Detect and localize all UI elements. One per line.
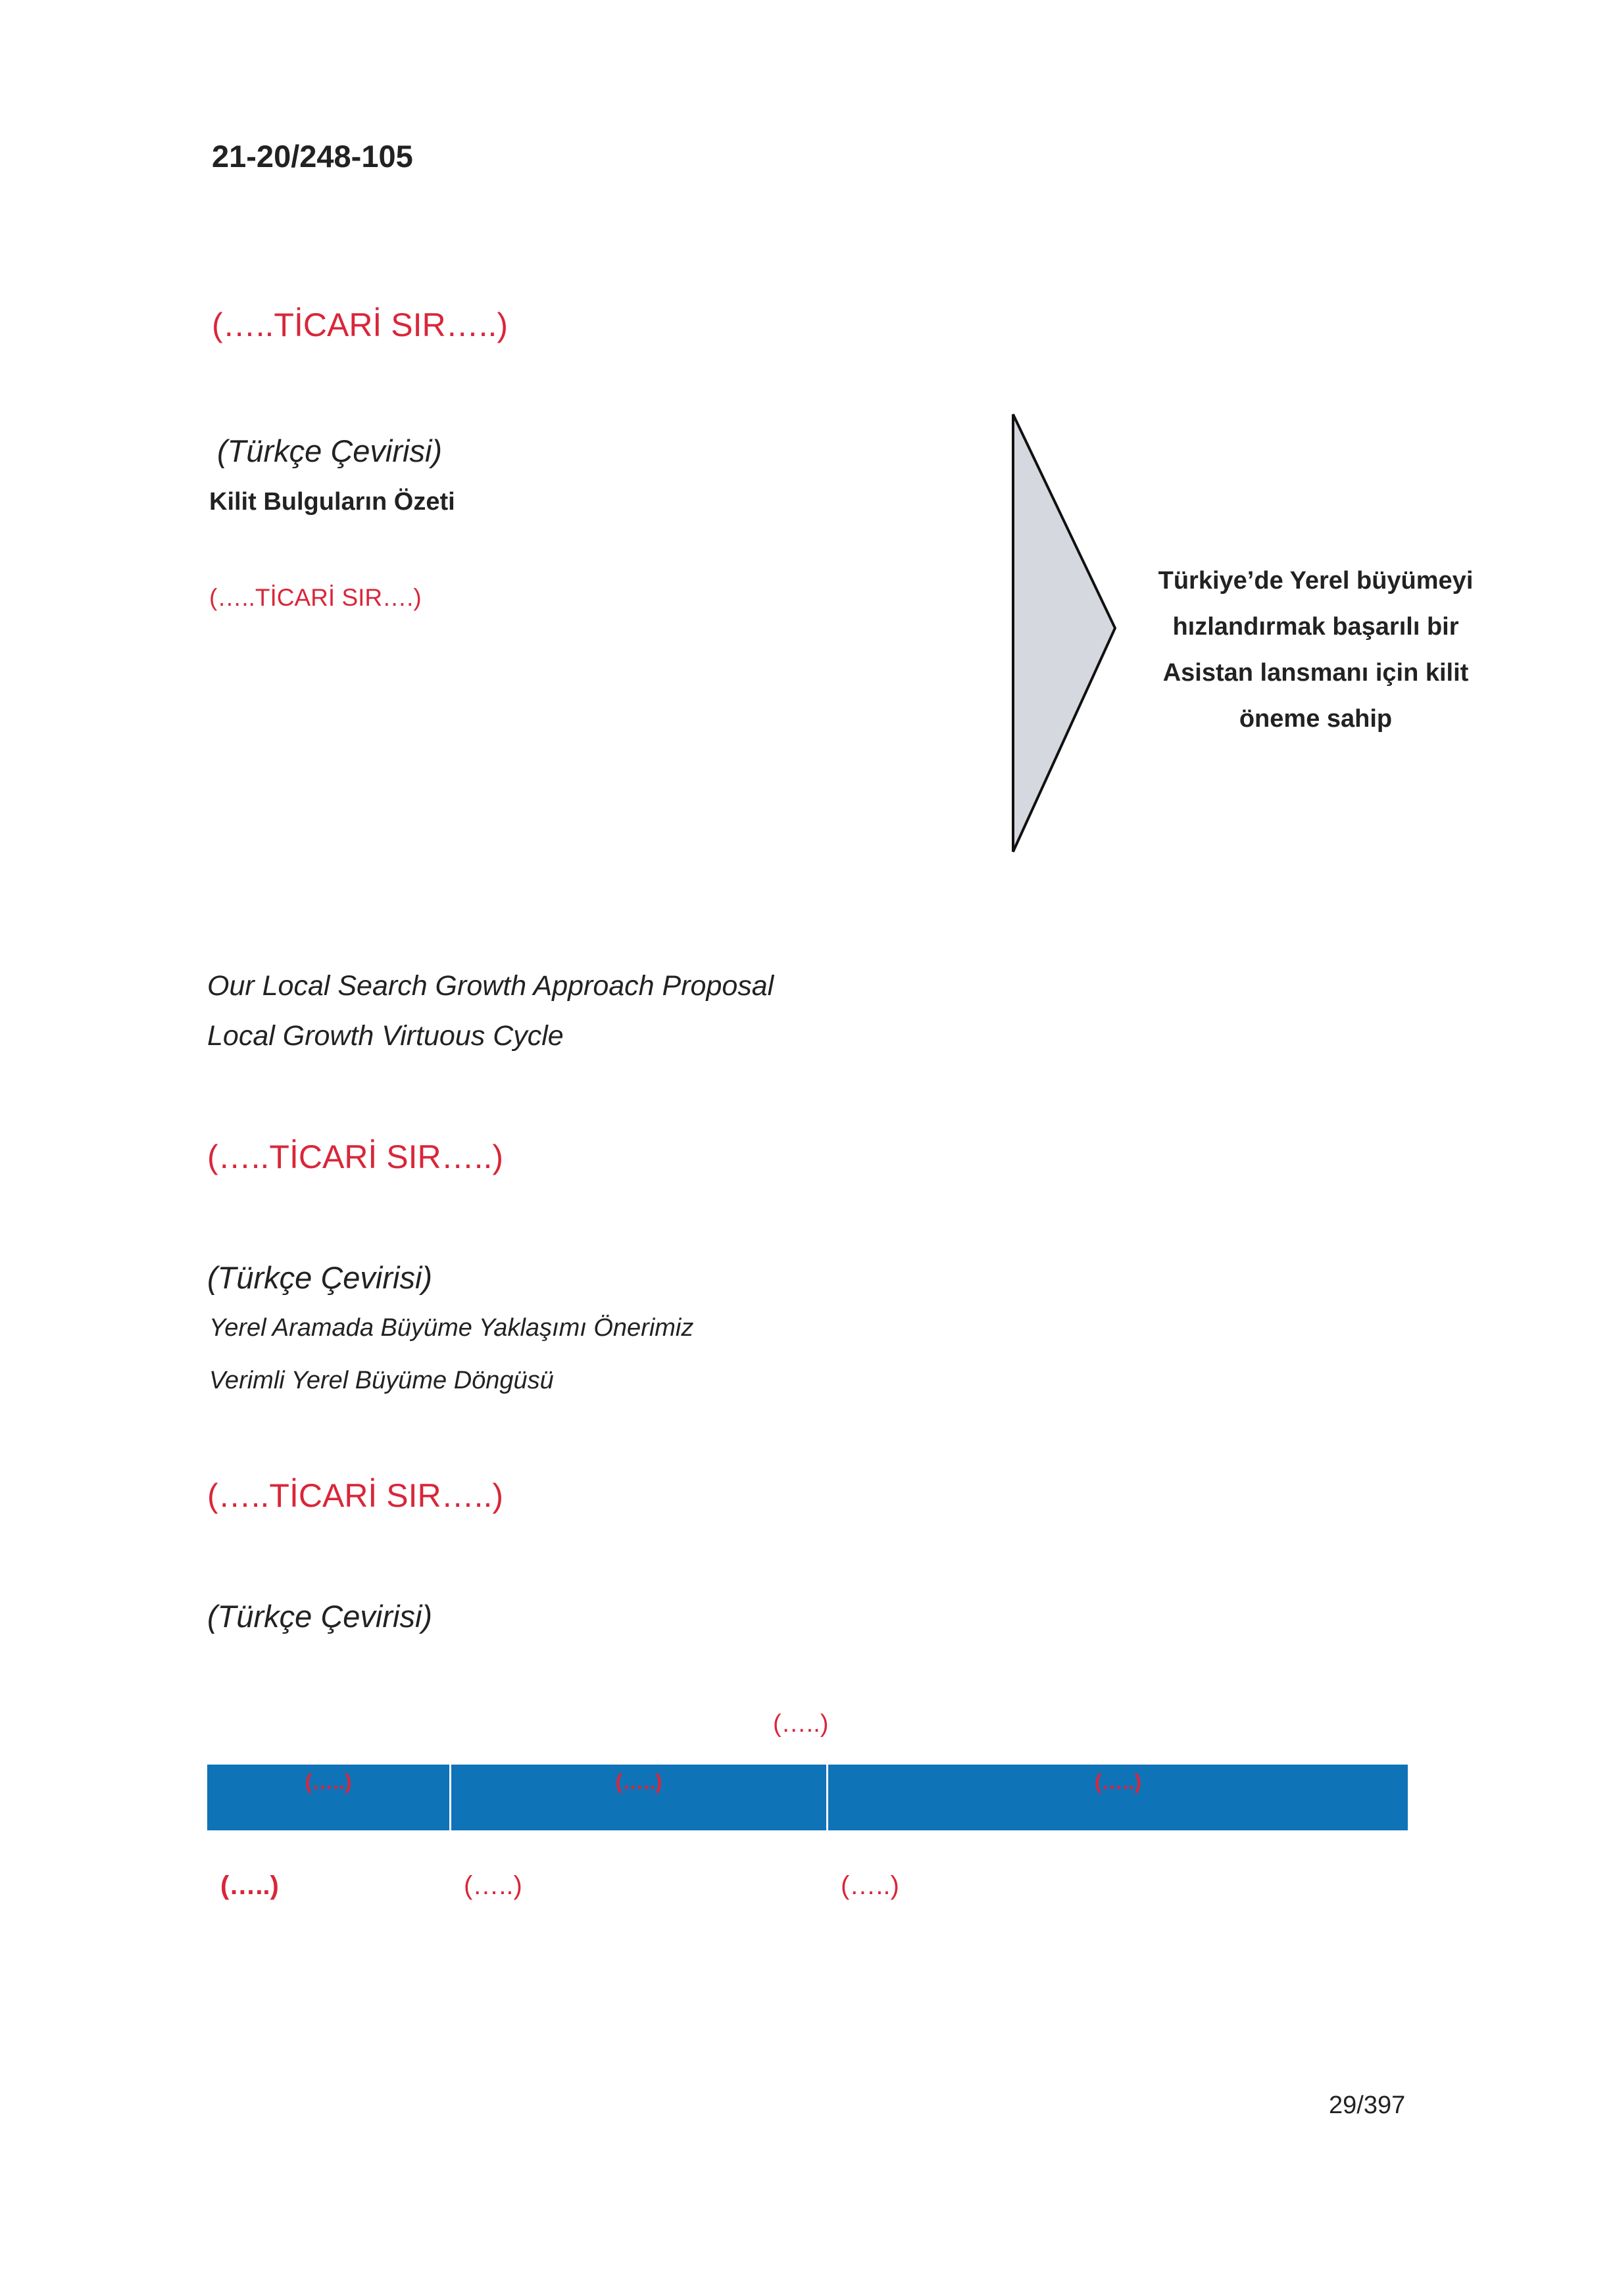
summary-title: Kilit Bulguların Özeti (209, 488, 455, 516)
page-number: 29/397 (1329, 2091, 1406, 2119)
trade-secret-redaction-2: (…..TİCARİ SIR…..) (207, 1138, 503, 1175)
document-number: 21-20/248-105 (212, 139, 413, 174)
translation-heading-1: (Türkçe Çevirisi) (217, 433, 443, 468)
trade-secret-redaction-small: (…..TİCARİ SIR….) (209, 584, 422, 611)
callout-text: Türkiye’de Yerel büyümeyi hızlandırmak başarılı bir Asistan lansmanı için kilit öneme sahip (1158, 567, 1474, 733)
trade-secret-redaction-3: (…..TİCARİ SIR…..) (207, 1477, 503, 1514)
triangle-arrow-shape (1000, 401, 1131, 862)
english-line-1: Our Local Search Growth Approach Proposal (207, 970, 774, 1002)
table-top-label: (…..) (773, 1710, 829, 1738)
table-below-cell-3: (…..) (841, 1871, 899, 1900)
table-header-cell-2 (451, 1765, 826, 1830)
turkish-line-1: Yerel Aramada Büyüme Yaklaşımı Önerimiz (209, 1314, 694, 1342)
table-below-cell-2: (…..) (464, 1871, 522, 1900)
table-header-cell-3 (828, 1765, 1408, 1830)
redacted-table-header (207, 1765, 1408, 1830)
turkish-line-2: Verimli Yerel Büyüme Döngüsü (209, 1367, 554, 1394)
table-header-cell-3-label: (…..) (1094, 1770, 1142, 1794)
translation-heading-2: (Türkçe Çevirisi) (207, 1260, 433, 1295)
table-header-cell-2-label: (…..) (615, 1770, 662, 1794)
translation-heading-3: (Türkçe Çevirisi) (207, 1599, 433, 1634)
trade-secret-redaction-1: (…..TİCARİ SIR…..) (212, 306, 508, 343)
english-line-2: Local Growth Virtuous Cycle (207, 1020, 564, 1052)
table-header-cell-1 (207, 1765, 449, 1830)
table-header-cell-1-label: (…..) (305, 1770, 352, 1794)
table-below-cell-1: (…..) (220, 1871, 279, 1900)
